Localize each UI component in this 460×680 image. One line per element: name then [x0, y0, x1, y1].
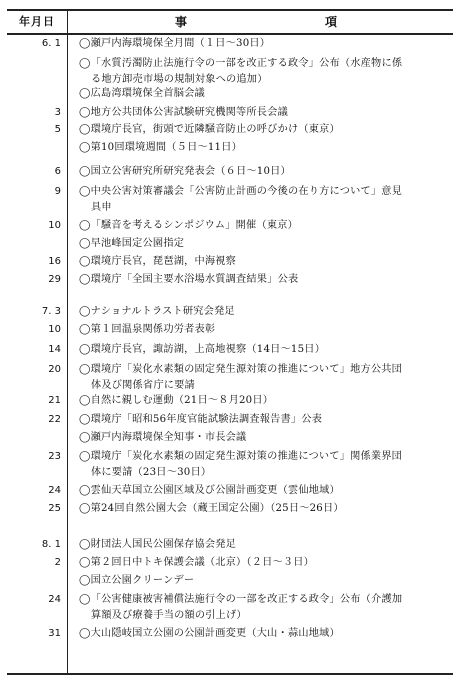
event-line: ◯第１回温泉関係功労者表彰	[79, 324, 216, 335]
row-date: 16	[48, 256, 61, 267]
row-event	[79, 573, 449, 589]
row-date: 3	[54, 107, 61, 118]
event-line: ◯「公害健康被害補償法施行令の一部を改正する政令」公布（介護加	[79, 594, 403, 605]
row-date: 22	[48, 414, 61, 425]
row-event	[79, 483, 449, 499]
document-page	[7, 9, 453, 675]
row-event	[79, 140, 449, 156]
event-line: ◯第24回自然公園大会（蔵王国定公園）（25日〜26日）	[79, 503, 344, 514]
row-event	[79, 254, 449, 270]
row-event	[79, 430, 449, 446]
event-line: 体に要請（23日〜30日）	[91, 467, 212, 478]
event-line: ◯「水質汚濁防止法施行令の一部を改正する政令」公布（水産物に係	[79, 58, 403, 69]
event-line: ◯環境庁長官，街頭で近隣騒音防止の呼びかけ（東京）	[79, 124, 340, 135]
event-line: ◯ナショナルトラスト研究会発足	[79, 306, 235, 317]
event-line: ◯国立公園クリーンデー	[79, 575, 195, 586]
event-line: ◯環境庁長官，諏訪湖，上高地視察（14日〜15日）	[79, 344, 326, 355]
row-event	[79, 184, 449, 216]
row-event	[79, 36, 449, 52]
row-date: 6	[54, 166, 61, 177]
event-line: ◯財団法人国民公園保存協会発足	[79, 539, 237, 550]
event-line: ◯広島湾環境保全首脳会議	[79, 88, 205, 99]
row-event	[79, 105, 449, 121]
column-divider	[67, 33, 68, 673]
row-date: 5	[54, 124, 61, 135]
header-event-2: 項	[325, 15, 338, 29]
row-date: 24	[48, 485, 61, 496]
row-event	[79, 122, 449, 138]
row-date: 2	[54, 557, 61, 568]
row-event	[79, 555, 449, 571]
event-line: ◯自然に親しむ運動（21日〜８月20日）	[79, 395, 274, 406]
event-line: る地方卸売市場の規制対象への追加）	[91, 74, 268, 85]
row-event	[79, 501, 449, 517]
row-date: 10	[48, 324, 61, 335]
event-line: ◯瀬戸内海環境保全知事・市長会議	[79, 432, 247, 443]
row-date: 10	[48, 220, 61, 231]
row-date: 6. 1	[41, 38, 61, 49]
row-event	[79, 412, 449, 428]
row-event	[79, 342, 449, 358]
row-date: 23	[48, 451, 61, 462]
row-event	[79, 56, 449, 88]
event-line: 体及び関係省庁に要請	[91, 380, 195, 391]
event-line: ◯瀬戸内海環境保全月間（１日〜30日）	[79, 38, 271, 49]
row-date: 29	[48, 274, 61, 285]
row-event	[79, 322, 449, 338]
row-event	[79, 449, 449, 481]
event-line: ◯環境庁「炭化水素類の固定発生源対策の推進について」地方公共団	[79, 364, 403, 375]
row-event	[79, 304, 449, 320]
event-line: ◯雲仙天草国立公園区域及び公園計画変更（雲仙地域）	[79, 485, 340, 496]
row-date: 20	[48, 364, 61, 375]
event-line: ◯地方公共団体公害試験研究機関等所長会議	[79, 107, 288, 118]
row-date: 25	[48, 503, 61, 514]
row-event	[79, 393, 449, 409]
event-line: 算額及び療養手当の額の引上げ）	[91, 610, 247, 621]
row-date: 9	[54, 186, 61, 197]
row-event	[79, 236, 449, 252]
row-event	[79, 164, 449, 180]
row-date: 14	[48, 344, 61, 355]
event-line: ◯環境庁長官，琵琶湖，中海視察	[79, 256, 237, 267]
table-header	[7, 9, 453, 35]
table-bottom-rule	[7, 673, 453, 675]
row-event	[79, 362, 449, 394]
event-line: ◯中央公害対策審議会「公害防止計画の今後の在り方について」意見	[79, 186, 403, 197]
row-event	[79, 592, 449, 624]
event-line: ◯第10回環境週間（５日〜11日）	[79, 142, 242, 153]
header-event-1: 事	[175, 15, 188, 29]
row-event	[79, 272, 449, 288]
row-date: 8. 1	[41, 539, 61, 550]
event-line: ◯第２回日中トキ保護会議（北京）（２日〜３日）	[79, 557, 315, 568]
event-line: ◯「騒音を考えるシンポジウム」開催（東京）	[79, 220, 298, 231]
event-line: ◯早池峰国定公園指定	[79, 238, 185, 249]
row-event	[79, 86, 449, 102]
row-date: 21	[48, 395, 61, 406]
row-date: 7. 3	[41, 306, 61, 317]
event-line: ◯環境庁「昭和56年度官能試験法調査報告書」公表	[79, 414, 323, 425]
header-separator	[67, 11, 68, 33]
row-event	[79, 537, 449, 553]
row-date: 31	[48, 628, 61, 639]
row-date: 24	[48, 594, 61, 605]
row-event	[79, 626, 449, 642]
event-line: ◯環境庁「炭化水素類の固定発生源対策の推進について」関係業界団	[79, 451, 403, 462]
header-date: 年月日	[19, 15, 55, 28]
event-line: ◯国立公害研究所研究発表会（６日〜10日）	[79, 166, 291, 177]
event-line: ◯環境庁「全国主要水浴場水質調査結果」公表	[79, 274, 299, 285]
event-line: 具申	[91, 202, 112, 213]
event-line: ◯大山隠岐国立公園の公園計画変更（大山・蒜山地域）	[79, 628, 340, 639]
row-event	[79, 218, 449, 234]
